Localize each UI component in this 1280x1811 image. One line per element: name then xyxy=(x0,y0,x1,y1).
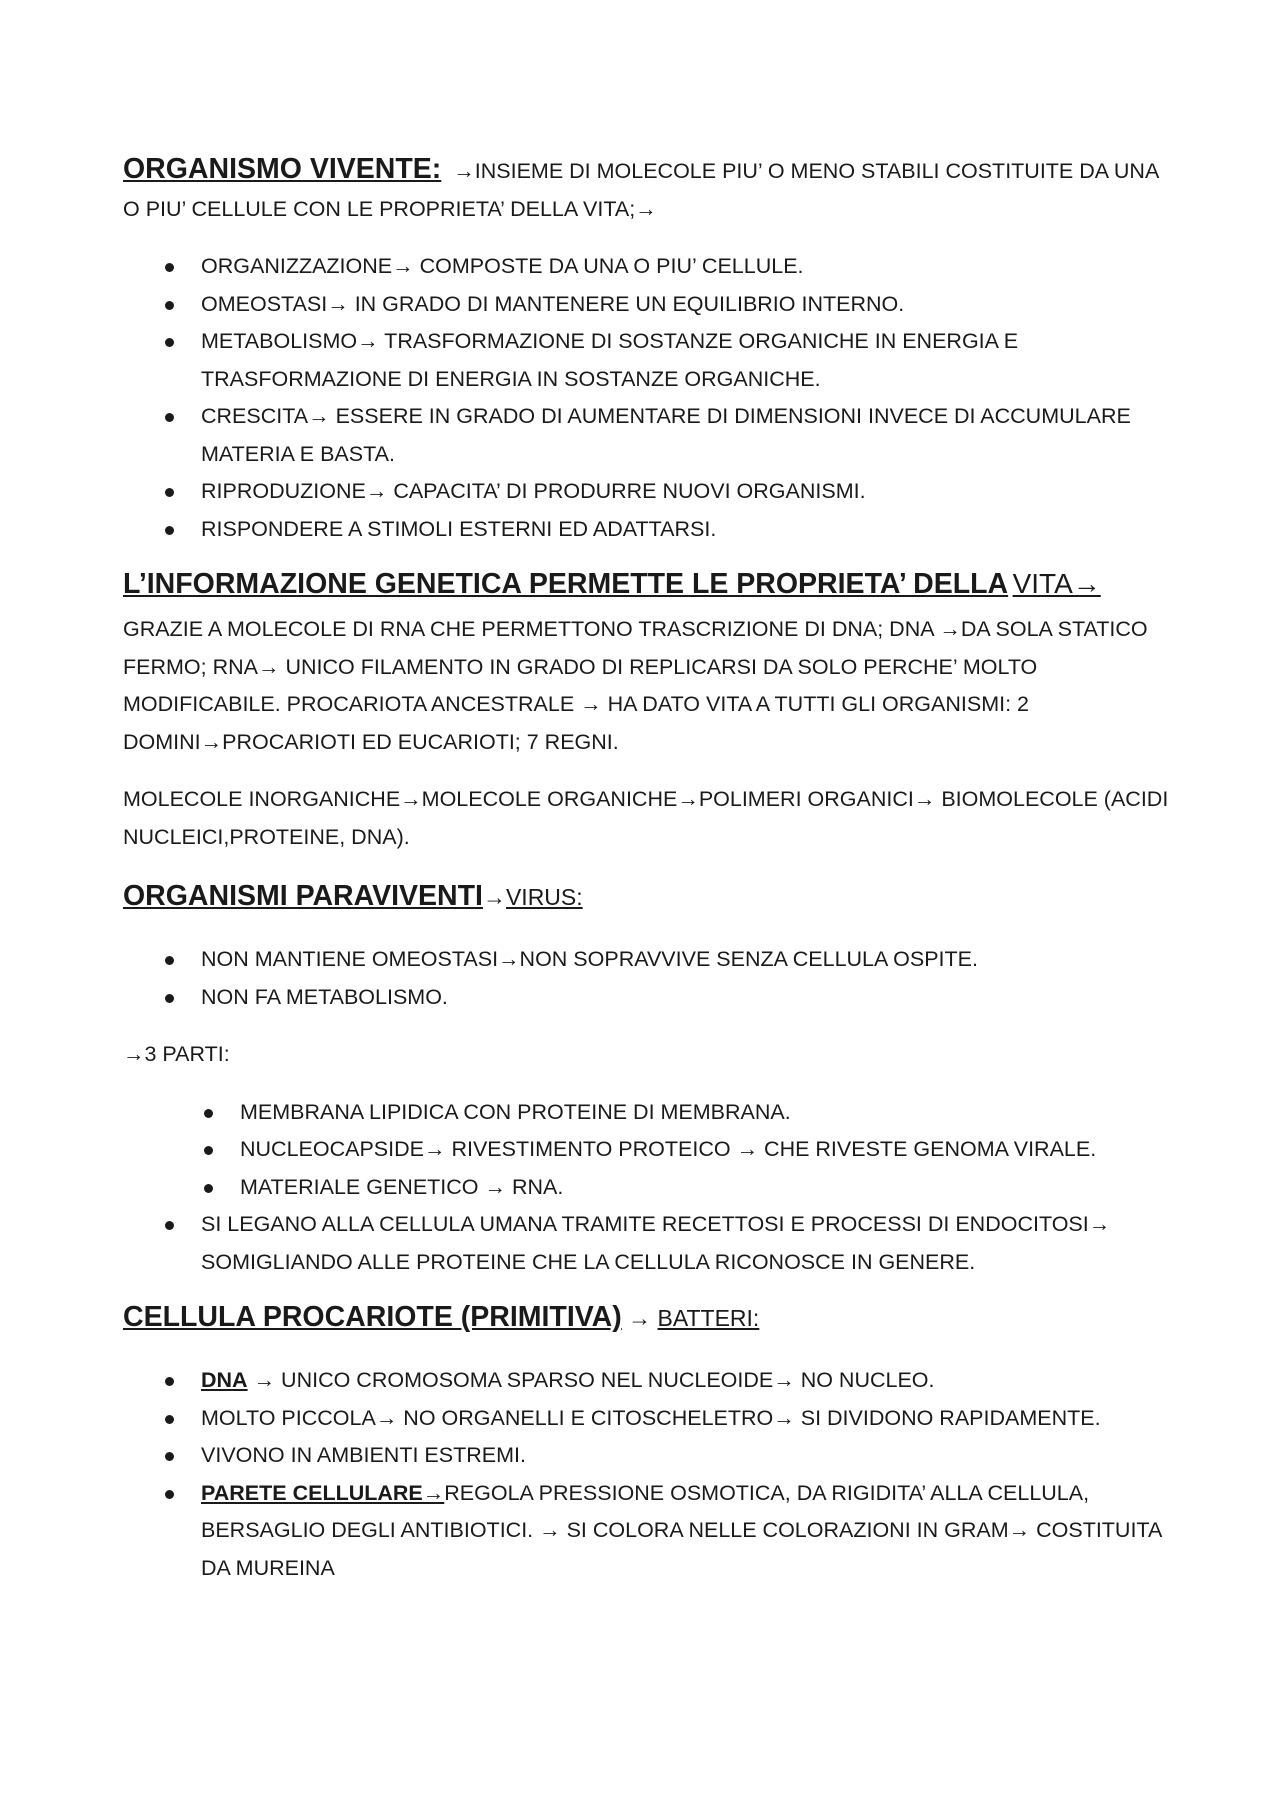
paragraph: GRAZIE A MOLECOLE DI RNA CHE PERMETTONO TRASCRIZIONE DI DNA; DNA →DA SOLA STATICO FERMO; RNA→ UNICO FILAMENTO IN GRADO DI REPLICARSI DA SOLO PERCHE’ MOLTO MODIFICABILE. PROCARIOTA ANCESTRALE → HA DATO VITA A TUTTI GLI ORGANISMI: 2 DOMINI→PROCARIOTI ED EUCARIOTI; 7 REGNI. xyxy=(123,617,1148,754)
section-1-intro xyxy=(123,150,1170,228)
heading-organismo-vivente: ORGANISMO VIVENTE: xyxy=(123,153,442,185)
item-text: → UNICO CROMOSOMA SPARSO NEL NUCLEOIDE→ NO NUCLEO. xyxy=(247,1368,935,1392)
properties-list xyxy=(123,248,1170,548)
parts-label: →3 PARTI: xyxy=(123,1042,230,1066)
list-item xyxy=(123,1362,1170,1400)
arrow-icon: → xyxy=(482,884,506,910)
heading-text: ORGANISMI PARAVIVENTI xyxy=(123,880,483,912)
list-item: NON MANTIENE OMEOSTASI→NON SOPRAVVIVE SENZA CELLULA OSPITE. xyxy=(123,941,1170,979)
list-item: NON FA METABOLISMO. xyxy=(123,979,1170,1017)
heading-tail: BATTERI: xyxy=(657,1305,760,1331)
keyword: PARETE CELLULARE→ xyxy=(201,1480,445,1505)
procariote-list xyxy=(123,1362,1170,1587)
list-item: MOLTO PICCOLA→ NO ORGANELLI E CITOSCHELETRO→ SI DIVIDONO RAPIDAMENTE. xyxy=(123,1400,1170,1438)
keyword: DNA xyxy=(201,1368,248,1392)
list-item: RISPONDERE A STIMOLI ESTERNI ED ADATTARSI. xyxy=(123,511,1170,549)
section-cellula-procariote xyxy=(123,1297,1170,1587)
list-item: VIVONO IN AMBIENTI ESTREMI. xyxy=(123,1437,1170,1475)
intro-text: →INSIEME DI MOLECOLE PIU’ O MENO STABILI COSTITUITE DA UNA O PIU’ CELLULE CON LE PROPRIETA’ DELLA VITA;→ xyxy=(123,159,1159,221)
section-informazione-genetica xyxy=(123,564,1170,856)
list-item: OMEOSTASI→ IN GRADO DI MANTENERE UN EQUILIBRIO INTERNO. xyxy=(123,286,1170,324)
heading-text: CELLULA PROCARIOTE (PRIMITIVA) xyxy=(123,1301,622,1333)
heading-cellula-procariote xyxy=(123,1297,1170,1342)
list-item: CRESCITA→ ESSERE IN GRADO DI AUMENTARE DI DIMENSIONI INVECE DI ACCUMULARE MATERIA E BASTA. xyxy=(123,398,1170,473)
list-item: SI LEGANO ALLA CELLULA UMANA TRAMITE RECETTOSI E PROCESSI DI ENDOCITOSI→ SOMIGLIANDO ALLE PROTEINE CHE LA CELLULA RICONOSCE IN GENERE. xyxy=(123,1206,1170,1281)
item-text: REGOLA PRESSIONE OSMOTICA, DA RIGIDITA’ ALLA CELLULA, BERSAGLIO DEGLI ANTIBIOTICI. → SI COLORA NELLE COLORAZIONI IN GRAM→ COSTITUITA DA MUREINA xyxy=(201,1480,1162,1580)
section-organismo-vivente xyxy=(123,150,1170,548)
list-item: MEMBRANA LIPIDICA CON PROTEINE DI MEMBRANA. xyxy=(123,1094,1170,1132)
list-item: NUCLEOCAPSIDE→ RIVESTIMENTO PROTEICO → CHE RIVESTE GENOMA VIRALE. xyxy=(123,1131,1170,1169)
section-organismi-paraviventi xyxy=(123,876,1170,1281)
heading-tail: VITA→ xyxy=(1012,568,1101,599)
binding-list xyxy=(123,1206,1170,1281)
list-item: METABOLISMO→ TRASFORMAZIONE DI SOSTANZE ORGANICHE IN ENERGIA E TRASFORMAZIONE DI ENERGIA IN SOSTANZE ORGANICHE. xyxy=(123,323,1170,398)
list-item xyxy=(123,1475,1170,1588)
list-item: MATERIALE GENETICO → RNA. xyxy=(123,1169,1170,1207)
list-item: ORGANIZZAZIONE→ COMPOSTE DA UNA O PIU’ CELLULE. xyxy=(123,248,1170,286)
heading-informazione-genetica xyxy=(123,564,1170,609)
paragraph: MOLECOLE INORGANICHE→MOLECOLE ORGANICHE→POLIMERI ORGANICI→ BIOMOLECOLE (ACIDI NUCLEICI,PROTEINE, DNA). xyxy=(123,787,1169,849)
heading-organismi-paraviventi xyxy=(123,876,1170,921)
virus-list xyxy=(123,941,1170,1016)
parts-list xyxy=(123,1094,1170,1207)
arrow-icon: → xyxy=(621,1305,658,1331)
heading-text: L’INFORMAZIONE GENETICA PERMETTE LE PROPRIETA’ DELLA xyxy=(123,568,1009,600)
heading-tail: VIRUS: xyxy=(505,884,583,910)
list-item: RIPRODUZIONE→ CAPACITA’ DI PRODURRE NUOVI ORGANISMI. xyxy=(123,473,1170,511)
